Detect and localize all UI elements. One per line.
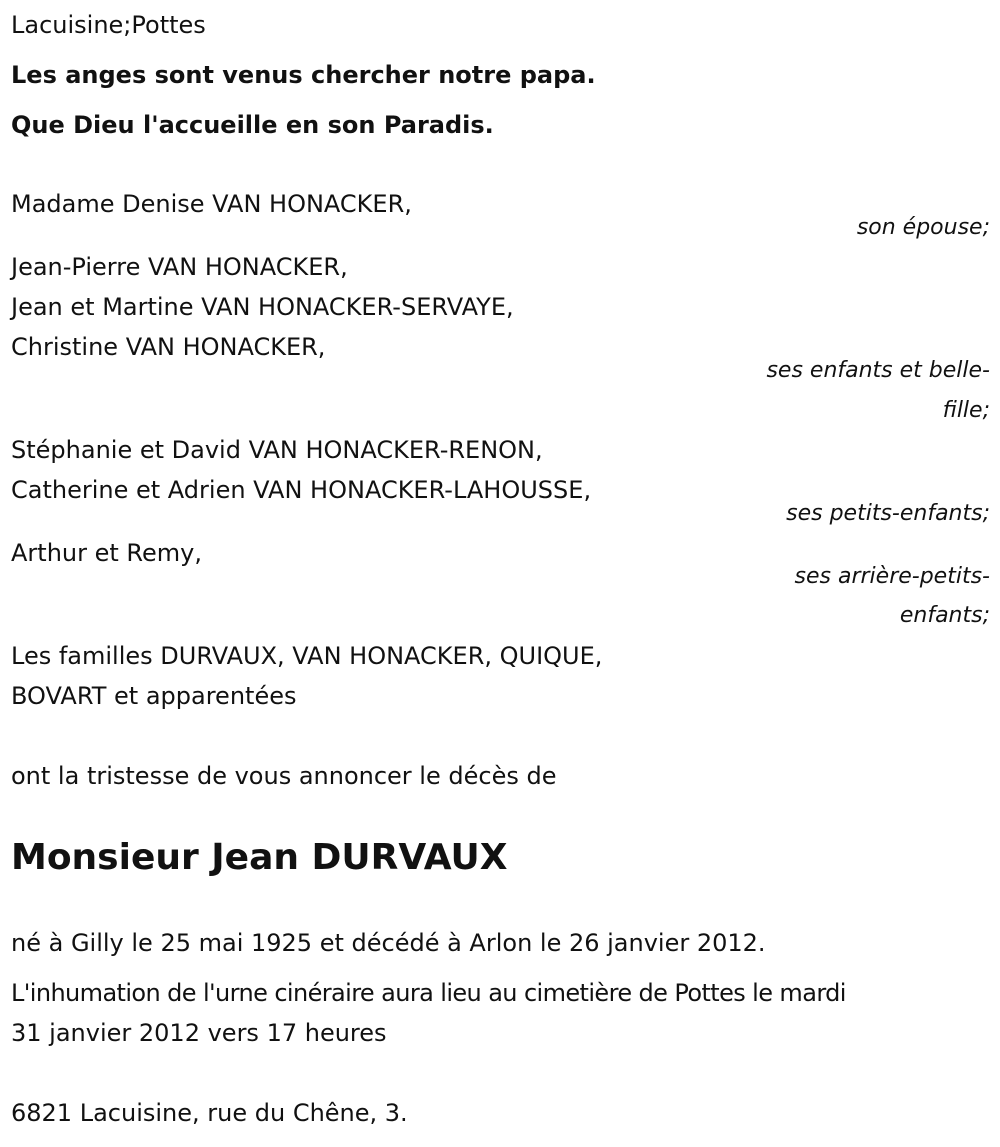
announcement-intro: ont la tristesse de vous annoncer le décès de bbox=[11, 762, 557, 790]
grandchild-1: Stéphanie et David VAN HONACKER-RENON, bbox=[11, 436, 543, 464]
child-2: Jean et Martine VAN HONACKER-SERVAYE, bbox=[11, 293, 514, 321]
great-grandchildren: Arthur et Remy, bbox=[11, 539, 202, 567]
child-1: Jean-Pierre VAN HONACKER, bbox=[11, 253, 348, 281]
children-role-line-2: fille; bbox=[942, 398, 990, 423]
grandchild-2: Catherine et Adrien VAN HONACKER-LAHOUSSE, bbox=[11, 476, 592, 504]
location-line: Lacuisine;Pottes bbox=[11, 11, 206, 39]
address-line: 6821 Lacuisine, rue du Chêne, 3. bbox=[11, 1099, 408, 1127]
ceremony-line-1: L'inhumation de l'urne cinéraire aura lieu au cimetière de Pottes le mardi bbox=[11, 979, 846, 1007]
spouse-role: son épouse; bbox=[856, 215, 990, 240]
families-line-2: BOVART et apparentées bbox=[11, 682, 297, 710]
great-grandchildren-role-line-1: ses arrière-petits- bbox=[794, 564, 990, 589]
grandchildren-role: ses petits-enfants; bbox=[786, 501, 990, 526]
children-role-line-1: ses enfants et belle- bbox=[766, 358, 990, 383]
great-grandchildren-role-line-2: enfants; bbox=[899, 603, 990, 628]
verse-line-2: Que Dieu l'accueille en son Paradis. bbox=[11, 111, 494, 139]
child-3: Christine VAN HONACKER, bbox=[11, 333, 326, 361]
birth-death-line: né à Gilly le 25 mai 1925 et décédé à Arlon le 26 janvier 2012. bbox=[11, 929, 766, 957]
ceremony-line-2: 31 janvier 2012 vers 17 heures bbox=[11, 1019, 387, 1047]
deceased-name: Monsieur Jean DURVAUX bbox=[11, 837, 508, 878]
verse-line-1: Les anges sont venus chercher notre papa. bbox=[11, 61, 596, 89]
spouse-name: Madame Denise VAN HONACKER, bbox=[11, 190, 412, 218]
families-line-1: Les familles DURVAUX, VAN HONACKER, QUIQUE, bbox=[11, 642, 603, 670]
